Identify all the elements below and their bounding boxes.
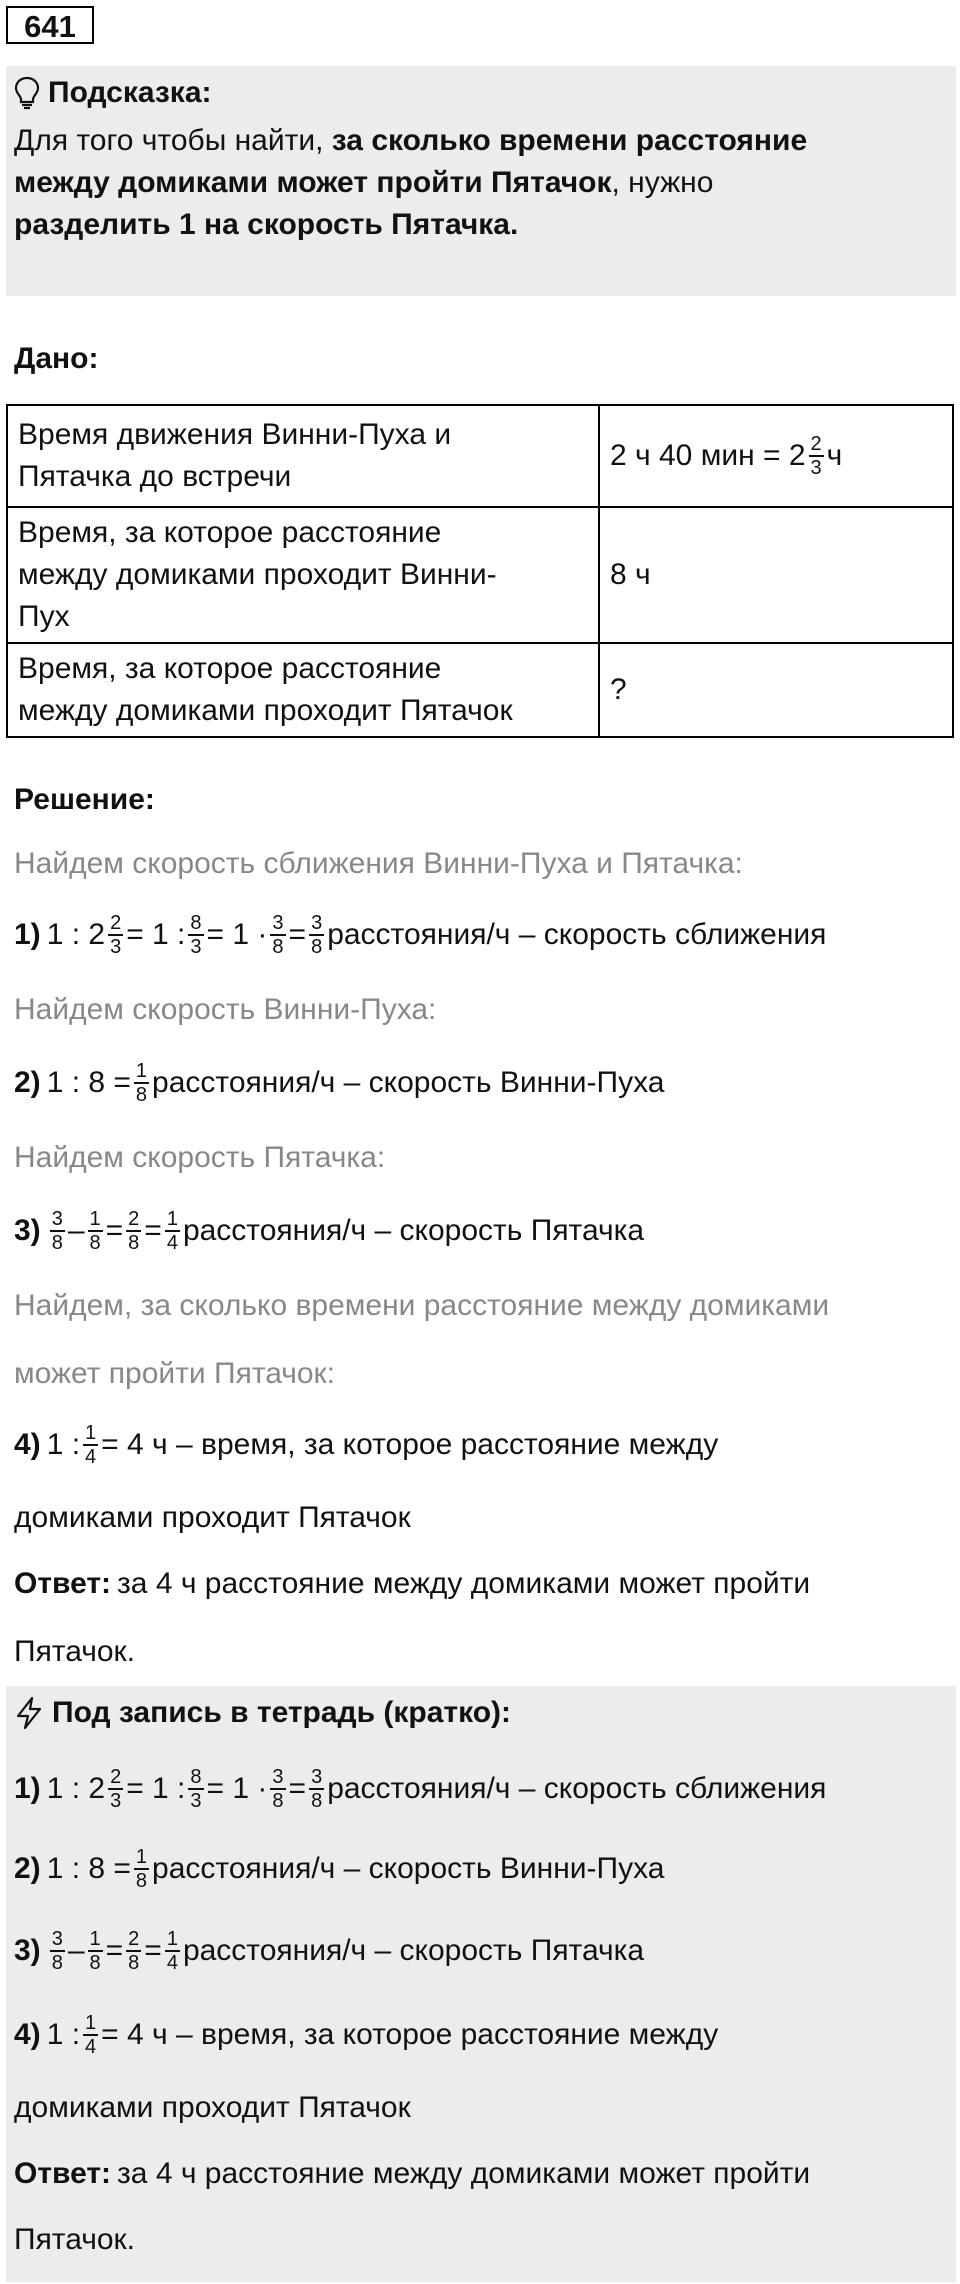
hint-text <box>14 120 914 246</box>
hint-t1: Для того чтобы найти, <box>14 124 332 157</box>
fraction <box>88 1208 103 1254</box>
fraction-numerator: 8 <box>190 912 202 934</box>
math-text: = 1 · <box>206 1772 268 1805</box>
table-row <box>7 405 953 507</box>
math-text: = 4 ч – время, за которое расстояние между <box>101 2018 719 2051</box>
fraction-numerator: 3 <box>311 1766 323 1788</box>
fraction <box>50 1208 65 1254</box>
math-text: 3) <box>14 1934 41 1967</box>
cell-text: Время движения Винни-Пуха и <box>18 418 452 451</box>
math-text: 1 : 8 = <box>46 1852 131 1885</box>
math-text: = <box>288 1772 307 1805</box>
fraction-denominator: 3 <box>110 1790 122 1812</box>
cell-text: Время, за которое расстояние <box>18 516 442 549</box>
lightning-icon <box>14 1696 44 1730</box>
math-text: Ответ: <box>14 2157 112 2190</box>
table-cell <box>7 507 599 643</box>
answer-cont: Пятачок. <box>14 1635 136 1668</box>
math-text: – <box>67 1934 85 1967</box>
fraction-numerator: 8 <box>190 1766 202 1788</box>
math-text: – <box>67 1214 85 1247</box>
fraction-numerator: 3 <box>272 1766 284 1788</box>
fraction-numerator: 1 <box>85 1422 97 1444</box>
short-title-text: Под запись в тетрадь (кратко): <box>52 1696 512 1729</box>
gray-note-4b: может пройти Пятачок: <box>14 1357 336 1390</box>
math-text: 1 : <box>46 1428 81 1461</box>
step-1 <box>14 912 826 958</box>
table-row <box>7 507 953 643</box>
fraction-numerator: 1 <box>135 1060 148 1082</box>
math-text: = <box>144 1934 162 1967</box>
cell-text: между домиками проходит Пятачок <box>18 694 513 727</box>
table-cell: ? <box>599 643 953 737</box>
fraction-numerator: 2 <box>128 1928 140 1950</box>
short-title <box>14 1690 511 1736</box>
math-text: 2) <box>14 1066 41 1099</box>
math-text: 1 : 2 <box>46 918 106 951</box>
fraction-numerator: 3 <box>272 912 284 934</box>
math-text: за 4 ч расстояние между домиками может пройти <box>117 2157 811 2190</box>
fraction-numerator: 1 <box>89 1208 101 1230</box>
math-text: 3) <box>14 1214 41 1247</box>
hint-b2: между домиками может пройти Пятачок <box>14 166 612 199</box>
fraction <box>50 1928 65 1974</box>
short-answer-cont: Пятачок. <box>14 2223 136 2256</box>
fraction <box>108 912 123 958</box>
hint-b3: разделить 1 на скорость Пятачка. <box>14 208 519 241</box>
answer <box>14 1562 810 1606</box>
fraction <box>126 1208 141 1254</box>
short-step-4 <box>14 2012 718 2058</box>
fraction <box>88 1928 103 1974</box>
math-text: расстояния/ч – скорость сближения <box>327 918 827 951</box>
fraction <box>83 1422 98 1468</box>
fraction-denominator: 3 <box>810 457 822 479</box>
hint-title <box>14 72 212 114</box>
fraction-denominator: 8 <box>135 1084 148 1106</box>
fraction <box>188 1766 203 1812</box>
step-4-cont: домиками проходит Пятачок <box>14 1501 411 1534</box>
fraction-denominator: 8 <box>128 1952 140 1974</box>
fraction-denominator: 4 <box>85 1446 97 1468</box>
hint-title-text: Подсказка: <box>48 76 212 109</box>
fraction-denominator: 8 <box>89 1952 101 1974</box>
fraction-denominator: 4 <box>166 1232 178 1254</box>
cell-text: Время, за которое расстояние <box>18 652 442 685</box>
math-text: = 1 : <box>126 1772 186 1805</box>
fraction-denominator: 3 <box>190 1790 202 1812</box>
math-text: расстояния/ч – скорость Винни-Пуха <box>152 1852 665 1885</box>
hint-b1: за сколько времени расстояние <box>331 124 808 157</box>
given-label: Дано: <box>14 342 99 375</box>
task-number: 641 <box>6 6 94 44</box>
fraction <box>83 2012 98 2058</box>
fraction <box>309 912 324 958</box>
fraction <box>108 1766 123 1812</box>
math-text: Ответ: <box>14 1567 112 1600</box>
fraction-denominator: 8 <box>272 936 284 958</box>
fraction-numerator: 3 <box>311 912 323 934</box>
math-text: расстояния/ч – скорость Винни-Пуха <box>152 1066 665 1099</box>
fraction-numerator: 2 <box>110 1766 122 1788</box>
step-4 <box>14 1422 718 1468</box>
fraction-denominator: 8 <box>311 936 323 958</box>
fraction-denominator: 3 <box>110 936 122 958</box>
fraction <box>270 1766 285 1812</box>
math-text: = <box>288 918 307 951</box>
math-text: расстояния/ч – скорость Пятачка <box>182 1214 645 1247</box>
given-table <box>6 404 954 738</box>
fraction <box>134 1846 149 1892</box>
short-step-4-cont: домиками проходит Пятачок <box>14 2091 411 2124</box>
math-text: = 1 · <box>206 918 268 951</box>
fraction-numerator: 1 <box>85 2012 97 2034</box>
math-text: 2) <box>14 1852 41 1885</box>
math-text: 1) <box>14 918 41 951</box>
fraction-denominator: 8 <box>51 1952 63 1974</box>
fraction-denominator: 8 <box>128 1232 140 1254</box>
fraction-numerator: 3 <box>51 1208 63 1230</box>
fraction <box>134 1060 149 1106</box>
fraction <box>165 1928 180 1974</box>
step-2 <box>14 1060 664 1106</box>
math-text: = <box>144 1214 162 1247</box>
table-cell <box>7 405 599 507</box>
cell-text: между домиками проходит Винни- <box>18 558 497 591</box>
fraction-numerator: 2 <box>810 433 822 455</box>
fraction-numerator: 3 <box>51 1928 63 1950</box>
cell-text: Пятачка до встречи <box>18 460 292 493</box>
math-text: = 1 : <box>126 918 186 951</box>
gray-note-1: Найдем скорость сближения Винни-Пуха и Пятачка: <box>14 847 743 880</box>
math-text: расстояния/ч – скорость Пятачка <box>182 1934 645 1967</box>
fraction-numerator: 2 <box>128 1208 140 1230</box>
math-text: = 4 ч – время, за которое расстояние между <box>101 1428 719 1461</box>
fraction-numerator: 1 <box>89 1928 101 1950</box>
fraction-numerator: 1 <box>166 1928 178 1950</box>
fraction-denominator: 3 <box>190 936 202 958</box>
math-text: 1) <box>14 1772 41 1805</box>
math-text: 4) <box>14 1428 41 1461</box>
fraction <box>126 1928 141 1974</box>
fraction <box>270 912 285 958</box>
fraction-denominator: 4 <box>166 1952 178 1974</box>
fraction-denominator: 8 <box>51 1232 63 1254</box>
short-step-2 <box>14 1846 664 1892</box>
gray-note-3: Найдем скорость Пятачка: <box>14 1141 386 1174</box>
table-cell: 8 ч <box>599 507 953 643</box>
math-text: за 4 ч расстояние между домиками может пройти <box>117 1567 811 1600</box>
fraction <box>188 912 203 958</box>
fraction <box>165 1208 180 1254</box>
fraction <box>809 433 824 479</box>
math-text: = <box>105 1214 124 1247</box>
fraction-denominator: 8 <box>135 1870 148 1892</box>
short-step-3 <box>14 1928 644 1974</box>
fraction-numerator: 1 <box>135 1846 148 1868</box>
fraction-numerator: 1 <box>166 1208 178 1230</box>
cell-text: ч <box>826 439 843 472</box>
gray-note-2: Найдем скорость Винни-Пуха: <box>14 993 437 1026</box>
solution-label: Решение: <box>14 783 155 816</box>
short-answer <box>14 2152 810 2196</box>
table-cell <box>599 405 953 507</box>
cell-text: Пух <box>18 600 70 633</box>
cell-text: 2 ч 40 мин = 2 <box>610 439 806 472</box>
table-row <box>7 643 953 737</box>
hint-t2: , нужно <box>611 166 714 199</box>
step-3 <box>14 1208 644 1254</box>
fraction-denominator: 4 <box>85 2036 97 2058</box>
fraction-numerator: 2 <box>110 912 122 934</box>
gray-note-4a: Найдем, за сколько времени расстояние между домиками <box>14 1289 830 1322</box>
fraction <box>309 1766 324 1812</box>
table-cell <box>7 643 599 737</box>
short-step-1 <box>14 1766 826 1812</box>
math-text: 1 : <box>46 2018 81 2051</box>
math-text: 1 : 8 = <box>46 1066 131 1099</box>
fraction-denominator: 8 <box>89 1232 101 1254</box>
lightbulb-icon <box>14 76 40 110</box>
math-text: = <box>105 1934 124 1967</box>
fraction-denominator: 8 <box>311 1790 323 1812</box>
math-text: 1 : 2 <box>46 1772 106 1805</box>
math-text: расстояния/ч – скорость сближения <box>327 1772 827 1805</box>
math-text: 4) <box>14 2018 41 2051</box>
fraction-denominator: 8 <box>272 1790 284 1812</box>
